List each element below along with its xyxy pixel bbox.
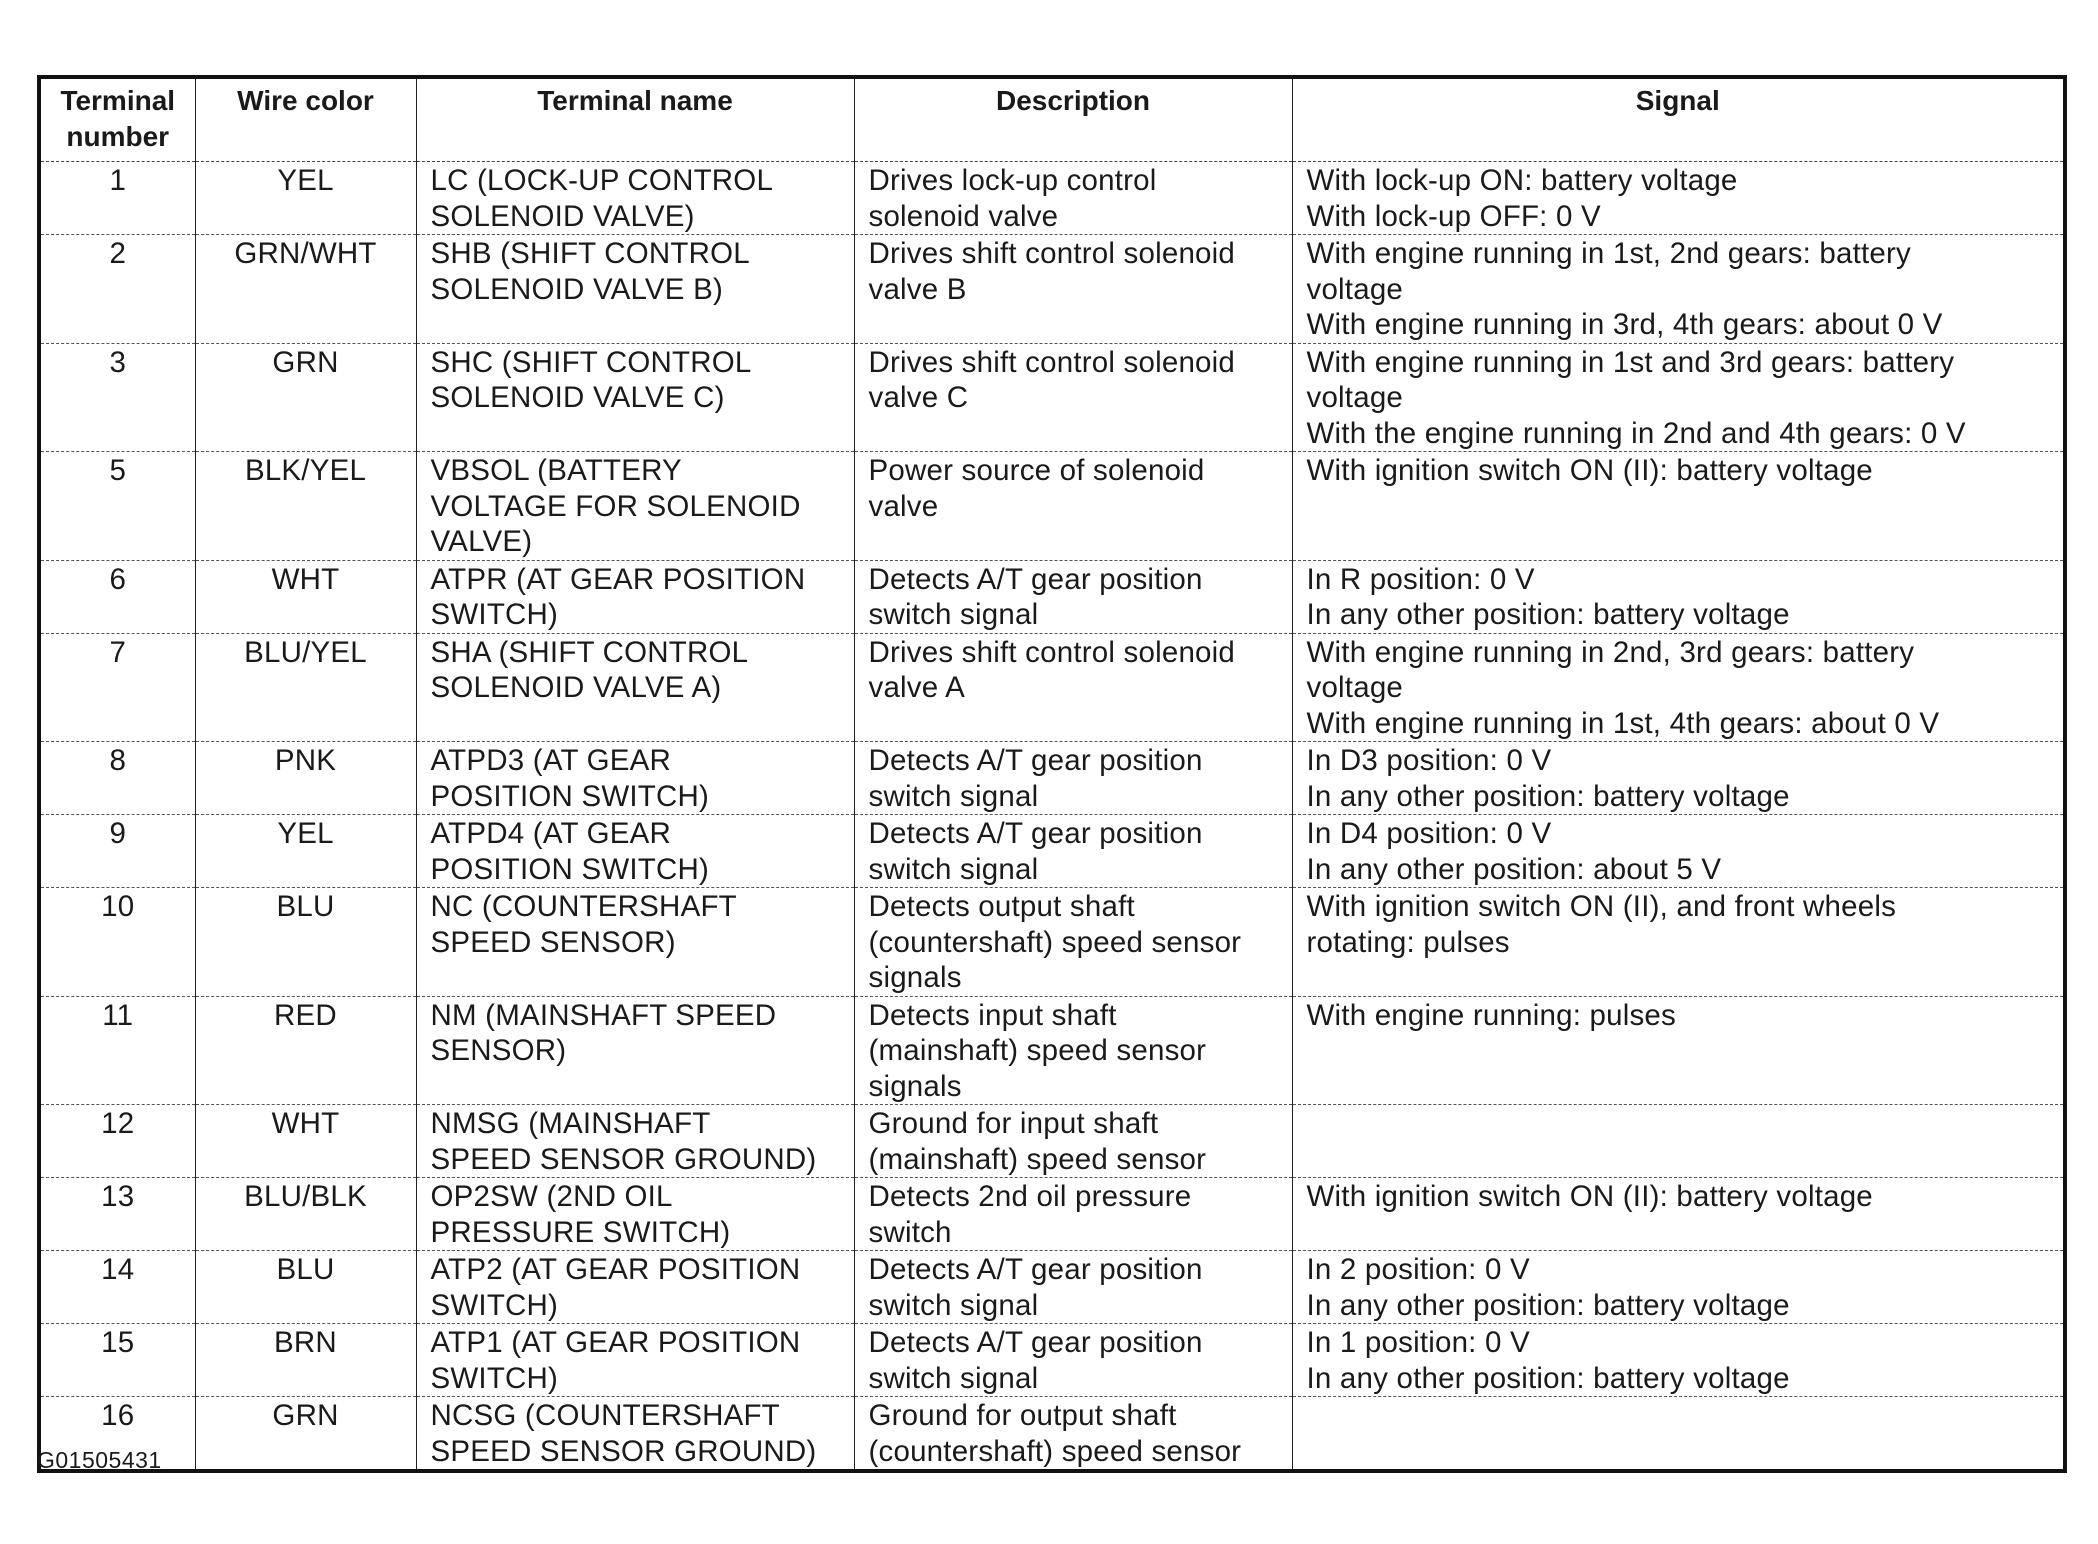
terminal-name-cell: [416, 452, 854, 561]
table-row: [39, 452, 2065, 561]
terminal-name-cell: [416, 815, 854, 888]
signal-cell-line: In any other position: battery voltage: [1306, 1361, 1790, 1395]
terminal-number-cell: 3: [39, 343, 195, 452]
terminal-name-cell-line: SWITCH): [430, 1361, 559, 1395]
wire-color-cell: YEL: [195, 815, 416, 888]
wire-color-cell: YEL: [195, 162, 416, 235]
table-row: [39, 343, 2065, 452]
signal-cell-line: In R position: 0 V: [1306, 562, 1535, 596]
table-row: [39, 1324, 2065, 1397]
table-header-row: [39, 77, 2065, 162]
table-row: [39, 162, 2065, 235]
description-cell: [854, 452, 1292, 561]
terminal-name-cell: [416, 888, 854, 997]
description-cell-line: Drives shift control solenoid: [868, 237, 1236, 270]
header-wire-color: Wire color: [195, 77, 416, 162]
description-cell-line: solenoid valve: [868, 199, 1059, 233]
signal-cell-line: With engine running in 3rd, 4th gears: about 0 V: [1306, 308, 1943, 341]
signal-cell: [1292, 996, 2065, 1105]
terminal-name-cell-line: POSITION SWITCH): [430, 852, 710, 886]
terminal-name-cell: [416, 633, 854, 742]
description-cell: [854, 1324, 1292, 1397]
signal-cell-line: In any other position: battery voltage: [1306, 1288, 1790, 1322]
terminal-name-cell-line: SWITCH): [430, 1288, 559, 1322]
description-cell-line: switch signal: [868, 1361, 1039, 1395]
signal-cell-line: With engine running in 2nd, 3rd gears: battery: [1306, 635, 1915, 669]
terminal-number-cell: 5: [39, 452, 195, 561]
signal-cell: [1292, 235, 2065, 344]
terminal-name-cell: [416, 343, 854, 452]
table-row: [39, 1105, 2065, 1178]
header-signal: Signal: [1292, 77, 2065, 162]
description-cell: [854, 742, 1292, 815]
wire-color-cell: BLU: [195, 888, 416, 997]
terminal-name-cell-line: SOLENOID VALVE A): [430, 671, 722, 704]
description-cell-line: valve C: [868, 381, 969, 414]
description-cell-line: Detects input shaft: [868, 998, 1117, 1032]
description-cell: [854, 1251, 1292, 1324]
signal-cell: [1292, 560, 2065, 633]
wire-color-cell: BRN: [195, 1324, 416, 1397]
terminal-name-cell-line: OP2SW (2ND OIL: [430, 1180, 673, 1213]
header-terminal-number-line: number: [66, 121, 170, 152]
terminal-name-cell-line: ATP1 (AT GEAR POSITION: [430, 1326, 801, 1359]
terminal-name-cell-line: SENSOR): [430, 1034, 567, 1067]
header-terminal-number-line: Terminal: [60, 85, 176, 116]
terminal-name-cell: [416, 162, 854, 235]
terminal-name-cell: [416, 235, 854, 344]
signal-cell-line: voltage: [1306, 671, 1404, 704]
signal-cell-line: In any other position: battery voltage: [1306, 598, 1790, 631]
signal-cell: [1292, 633, 2065, 742]
terminal-name-cell-line: SPEED SENSOR): [430, 925, 676, 959]
terminal-number-cell: 12: [39, 1105, 195, 1178]
terminal-name-cell-line: SOLENOID VALVE C): [430, 381, 725, 414]
table-row: [39, 815, 2065, 888]
description-cell-line: switch: [868, 1215, 952, 1249]
table-row: [39, 888, 2065, 997]
signal-cell-line: With ignition switch ON (II): battery voltage: [1306, 1180, 1873, 1213]
terminal-name-cell-line: NC (COUNTERSHAFT: [430, 890, 737, 923]
description-cell-line: (mainshaft) speed sensor: [868, 1142, 1207, 1176]
terminal-name-cell: [416, 1178, 854, 1251]
terminal-name-cell: [416, 1251, 854, 1324]
terminal-name-cell: [416, 742, 854, 815]
terminal-name-cell-line: NCSG (COUNTERSHAFT: [430, 1399, 780, 1432]
description-cell-line: switch signal: [868, 598, 1039, 631]
wire-color-cell: GRN: [195, 1397, 416, 1472]
wire-color-cell: BLU/YEL: [195, 633, 416, 742]
description-cell-line: Detects A/T gear position: [868, 562, 1203, 596]
terminal-name-cell-line: SHA (SHIFT CONTROL: [430, 635, 749, 669]
terminal-name-cell-line: ATPR (AT GEAR POSITION: [430, 562, 806, 596]
table-row: [39, 1397, 2065, 1472]
description-cell-line: Drives lock-up control: [868, 164, 1157, 197]
terminal-name-cell: [416, 1324, 854, 1397]
signal-cell-line: With lock-up ON: battery voltage: [1306, 164, 1738, 197]
table-row: [39, 1178, 2065, 1251]
terminal-name-cell-line: POSITION SWITCH): [430, 779, 710, 813]
signal-cell-line: In any other position: about 5 V: [1306, 852, 1722, 886]
description-cell-line: signals: [868, 961, 962, 994]
table-row: [39, 633, 2065, 742]
signal-cell-line: With engine running in 1st, 2nd gears: battery: [1306, 237, 1911, 270]
description-cell: [854, 633, 1292, 742]
wire-color-cell: GRN/WHT: [195, 235, 416, 344]
terminal-name-cell-line: SOLENOID VALVE): [430, 199, 695, 233]
description-cell: [854, 1105, 1292, 1178]
terminal-name-cell-line: ATPD3 (AT GEAR: [430, 744, 671, 777]
terminal-name-cell-line: ATPD4 (AT GEAR: [430, 817, 671, 850]
description-cell: [854, 996, 1292, 1105]
terminal-number-cell: 14: [39, 1251, 195, 1324]
wire-color-cell: WHT: [195, 560, 416, 633]
terminal-name-cell-line: VBSOL (BATTERY: [430, 454, 682, 487]
signal-cell-line: With ignition switch ON (II), and front wheels: [1306, 890, 1897, 923]
header-description: Description: [854, 77, 1292, 162]
signal-cell-line: In D3 position: 0 V: [1306, 744, 1552, 777]
signal-cell-line: With lock-up OFF: 0 V: [1306, 199, 1601, 233]
description-cell-line: valve B: [868, 272, 967, 306]
description-cell: [854, 815, 1292, 888]
description-cell: [854, 1178, 1292, 1251]
description-cell-line: Detects A/T gear position: [868, 744, 1203, 777]
signal-cell-line: rotating: pulses: [1306, 925, 1510, 959]
signal-cell: [1292, 343, 2065, 452]
wire-color-cell: PNK: [195, 742, 416, 815]
signal-cell-line: In 1 position: 0 V: [1306, 1326, 1530, 1359]
description-cell-line: Detects A/T gear position: [868, 1253, 1203, 1286]
header-terminal-name: Terminal name: [416, 77, 854, 162]
terminal-name-cell-line: SPEED SENSOR GROUND): [430, 1142, 817, 1176]
description-cell-line: Drives shift control solenoid: [868, 635, 1236, 669]
signal-cell-line: voltage: [1306, 272, 1404, 306]
description-cell-line: Ground for input shaft: [868, 1107, 1159, 1140]
signal-cell-line: In 2 position: 0 V: [1306, 1253, 1530, 1286]
description-cell: [854, 560, 1292, 633]
terminal-name-cell-line: SHC (SHIFT CONTROL: [430, 345, 752, 379]
signal-cell-line: voltage: [1306, 381, 1404, 414]
terminal-name-cell-line: LC (LOCK-UP CONTROL: [430, 164, 774, 197]
wire-color-cell: BLU/BLK: [195, 1178, 416, 1251]
terminal-number-cell: 10: [39, 888, 195, 997]
table-body: [39, 162, 2065, 1472]
table-row: [39, 1251, 2065, 1324]
signal-cell: [1292, 815, 2065, 888]
terminal-name-cell-line: NM (MAINSHAFT SPEED: [430, 998, 777, 1032]
description-cell-line: switch signal: [868, 1288, 1039, 1322]
signal-cell: [1292, 452, 2065, 561]
signal-cell-line: With ignition switch ON (II): battery voltage: [1306, 454, 1873, 487]
description-cell: [854, 343, 1292, 452]
terminal-number-cell: 13: [39, 1178, 195, 1251]
description-cell-line: valve: [868, 489, 939, 523]
signal-cell-line: In D4 position: 0 V: [1306, 817, 1552, 850]
terminal-name-cell-line: SPEED SENSOR GROUND): [430, 1434, 817, 1468]
table-row: [39, 996, 2065, 1105]
terminal-number-cell: 11: [39, 996, 195, 1105]
signal-cell: [1292, 888, 2065, 997]
description-cell-line: Detects output shaft: [868, 890, 1135, 923]
signal-cell: [1292, 1397, 2065, 1472]
signal-cell-line: With engine running in 1st and 3rd gears: battery: [1306, 345, 1955, 379]
description-cell: [854, 235, 1292, 344]
description-cell-line: (mainshaft) speed sensor: [868, 1034, 1207, 1067]
signal-cell-line: In any other position: battery voltage: [1306, 779, 1790, 813]
terminal-number-cell: 6: [39, 560, 195, 633]
description-cell-line: switch signal: [868, 779, 1039, 813]
description-cell-line: Power source of solenoid: [868, 454, 1205, 487]
terminal-name-cell-line: SOLENOID VALVE B): [430, 272, 723, 306]
description-cell-line: Detects A/T gear position: [868, 1326, 1203, 1359]
description-cell-line: valve A: [868, 671, 966, 704]
terminal-name-cell: [416, 1105, 854, 1178]
wire-color-cell: RED: [195, 996, 416, 1105]
terminal-number-cell: 16: [39, 1397, 195, 1472]
table-row: [39, 235, 2065, 344]
header-terminal-number: [39, 77, 195, 162]
description-cell-line: signals: [868, 1069, 962, 1103]
terminal-number-cell: 2: [39, 235, 195, 344]
signal-cell: [1292, 1324, 2065, 1397]
terminal-name-cell-line: VOLTAGE FOR SOLENOID: [430, 489, 801, 523]
table-row: [39, 560, 2065, 633]
terminal-name-cell-line: VALVE): [430, 525, 533, 558]
terminal-name-cell-line: PRESSURE SWITCH): [430, 1215, 731, 1249]
terminal-name-cell-line: ATP2 (AT GEAR POSITION: [430, 1253, 801, 1286]
description-cell-line: Drives shift control solenoid: [868, 345, 1236, 379]
terminal-name-cell: [416, 996, 854, 1105]
signal-cell: [1292, 1105, 2065, 1178]
terminal-name-cell: [416, 1397, 854, 1472]
terminal-name-cell-line: NMSG (MAINSHAFT: [430, 1107, 711, 1140]
signal-cell: [1292, 742, 2065, 815]
table-row: [39, 742, 2065, 815]
wire-color-cell: BLU: [195, 1251, 416, 1324]
terminal-name-cell-line: SHB (SHIFT CONTROL: [430, 237, 750, 270]
terminal-name-cell-line: SWITCH): [430, 598, 559, 631]
signal-cell-line: With engine running in 1st, 4th gears: about 0 V: [1306, 706, 1940, 740]
description-cell-line: Detects 2nd oil pressure: [868, 1180, 1192, 1213]
description-cell-line: Detects A/T gear position: [868, 817, 1203, 850]
description-cell: [854, 1397, 1292, 1472]
signal-cell: [1292, 162, 2065, 235]
description-cell-line: switch signal: [868, 852, 1039, 886]
terminal-table: [37, 75, 2067, 1473]
signal-cell: [1292, 1251, 2065, 1324]
signal-cell-line: With engine running: pulses: [1306, 998, 1676, 1032]
terminal-number-cell: 9: [39, 815, 195, 888]
terminal-number-cell: 7: [39, 633, 195, 742]
description-cell-line: Ground for output shaft: [868, 1399, 1177, 1432]
signal-cell: [1292, 1178, 2065, 1251]
terminal-number-cell: 15: [39, 1324, 195, 1397]
signal-cell-line: With the engine running in 2nd and 4th gears: 0 V: [1306, 416, 1966, 450]
figure-id: G01505431: [37, 1447, 162, 1473]
description-cell-line: (countershaft) speed sensor: [868, 925, 1242, 959]
terminal-name-cell: [416, 560, 854, 633]
wire-color-cell: GRN: [195, 343, 416, 452]
description-cell-line: (countershaft) speed sensor: [868, 1434, 1242, 1468]
terminal-number-cell: 1: [39, 162, 195, 235]
terminal-number-cell: 8: [39, 742, 195, 815]
description-cell: [854, 888, 1292, 997]
wire-color-cell: BLK/YEL: [195, 452, 416, 561]
wire-color-cell: WHT: [195, 1105, 416, 1178]
description-cell: [854, 162, 1292, 235]
